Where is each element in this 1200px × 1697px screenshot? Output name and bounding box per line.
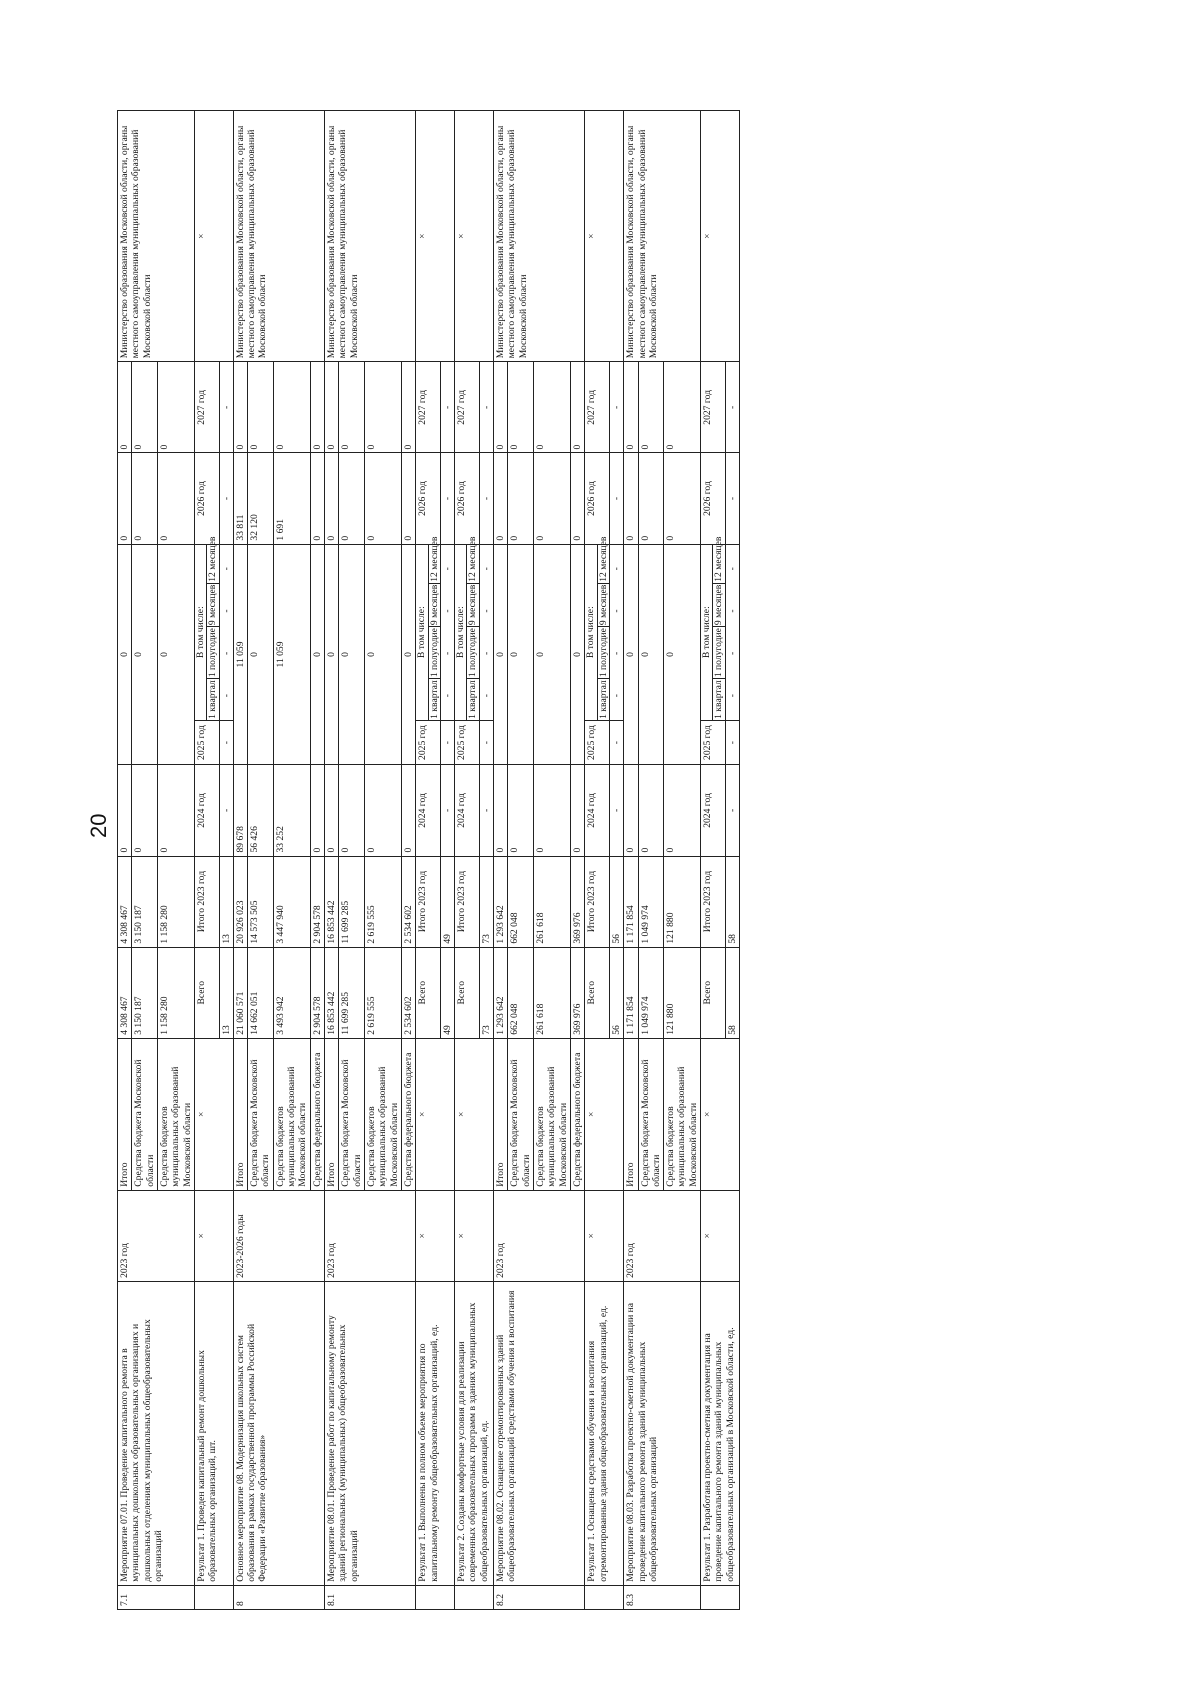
value-2025: 0 xyxy=(132,544,158,765)
financing-row xyxy=(624,111,638,1610)
value-2027: 0 xyxy=(248,362,274,453)
row-number: 8.1 xyxy=(325,1585,416,1609)
responsible-executor: × xyxy=(585,111,624,362)
rotated-table-wrapper xyxy=(117,110,1117,1610)
funding-source: Итого xyxy=(624,1038,638,1190)
value-2023: 2 534 602 xyxy=(401,856,415,947)
value-total: 1 171 854 xyxy=(624,947,638,1038)
header-2025: 2025 год xyxy=(455,720,480,765)
value-2026: 32 120 xyxy=(248,453,274,544)
q1-label: 1 квартал xyxy=(713,680,725,719)
activity-name: Мероприятие 07.01. Проведение капитального ремонта в муниципальных дошкольных образовательных организациях и дошкольных отделениях муниципальных общеобразовательных организаций xyxy=(118,1281,195,1585)
result-2023: 73 xyxy=(479,856,493,947)
value-2025: 0 xyxy=(325,544,339,765)
responsible-executor: × xyxy=(701,111,740,362)
quarters-title: В том числе: xyxy=(195,545,207,720)
value-2023: 662 048 xyxy=(508,856,534,947)
period-cell: × xyxy=(455,1190,494,1281)
q2-label: 1 полугодие xyxy=(597,628,609,678)
header-total: Всего xyxy=(194,947,219,1038)
result-2023: 58 xyxy=(725,856,739,947)
value-2023: 11 699 285 xyxy=(339,856,365,947)
value-2025: 0 xyxy=(570,544,584,765)
value-2025: 0 xyxy=(364,544,401,765)
result-2025: - xyxy=(609,720,623,765)
q2-label: 1 полугодие xyxy=(467,628,479,678)
header-quarters xyxy=(455,536,480,720)
value-2027: 0 xyxy=(132,362,158,453)
quarters-title: В том числе: xyxy=(416,545,428,720)
header-quarters xyxy=(416,536,441,720)
period-cell: 2023 год xyxy=(325,1190,416,1281)
header-total: Всего xyxy=(701,947,726,1038)
value-2027: 0 xyxy=(664,362,701,453)
header-2027: 2027 год xyxy=(194,362,219,453)
funding-source: Средства бюджета Московской области xyxy=(638,1038,664,1190)
result-header-row xyxy=(194,111,219,1610)
result-2027: - xyxy=(219,362,233,453)
value-2027: 0 xyxy=(157,362,194,453)
value-2027: 0 xyxy=(638,362,664,453)
result-total: 13 xyxy=(219,947,233,1038)
value-2024: 0 xyxy=(118,765,132,856)
quarters-title: В том числе: xyxy=(701,545,713,720)
q4-label: 12 месяцев xyxy=(207,536,219,582)
funding-source: × xyxy=(194,1038,233,1190)
row-number: 8 xyxy=(233,1585,324,1609)
value-2027: 0 xyxy=(233,362,247,453)
funding-source: × xyxy=(416,1038,455,1190)
header-2024: 2024 год xyxy=(455,765,480,856)
value-2024: 0 xyxy=(508,765,534,856)
funding-source: × xyxy=(701,1038,740,1190)
result-q3: - xyxy=(610,609,622,613)
responsible-executor: Министерство образования Московской области, органы местного самоуправления муниципальных образований Московской области xyxy=(118,111,195,362)
value-2026: 0 xyxy=(339,453,365,544)
result-2026: - xyxy=(725,453,739,544)
q1-label: 1 квартал xyxy=(597,680,609,719)
value-2024: 0 xyxy=(624,765,638,856)
q2-label: 1 полугодие xyxy=(207,628,219,678)
header-2027: 2027 год xyxy=(585,362,610,453)
value-2024: 0 xyxy=(494,765,508,856)
value-2026: 0 xyxy=(364,453,401,544)
value-total: 121 880 xyxy=(664,947,701,1038)
result-2026: - xyxy=(479,453,493,544)
value-2025: 0 xyxy=(638,544,664,765)
value-2024: 0 xyxy=(132,765,158,856)
result-q4: - xyxy=(220,567,232,571)
value-2023: 1 049 974 xyxy=(638,856,664,947)
value-2025: 0 xyxy=(339,544,365,765)
header-2023: Итого 2023 год xyxy=(416,856,441,947)
value-2027: 0 xyxy=(310,362,324,453)
value-2023: 369 976 xyxy=(570,856,584,947)
value-2025: 0 xyxy=(534,544,571,765)
activity-name: Мероприятие 08.03. Разработка проектно-сметной документации на проведение капитального ремонта зданий муниципальных общеобразовательных организаций xyxy=(624,1281,701,1585)
funding-source: × xyxy=(585,1038,624,1190)
value-2027: 0 xyxy=(534,362,571,453)
value-total: 2 619 555 xyxy=(364,947,401,1038)
result-name: Результат 2. Созданы комфортные условия для реализации современных образовательных программ в зданиях муниципальных общеобразовательных организаций, ед. xyxy=(455,1281,494,1585)
q1-label: 1 квартал xyxy=(207,680,219,719)
value-total: 11 699 285 xyxy=(339,947,365,1038)
header-2024: 2024 год xyxy=(416,765,441,856)
result-q4: - xyxy=(726,567,738,571)
value-2027: 0 xyxy=(273,362,310,453)
result-2024: - xyxy=(219,765,233,856)
responsible-executor: × xyxy=(416,111,455,362)
result-2023: 49 xyxy=(440,856,454,947)
value-2025: 11 059 xyxy=(273,544,310,765)
header-2025: 2025 год xyxy=(585,720,610,765)
result-name: Результат 1. Выполнены в полном объеме мероприятия по капитальному ремонту общеобразовательных организаций, ед. xyxy=(416,1281,455,1585)
value-total: 3 150 187 xyxy=(132,947,158,1038)
value-2025: 0 xyxy=(624,544,638,765)
header-2026: 2026 год xyxy=(194,453,219,544)
result-quarters xyxy=(725,544,739,720)
value-2026: 1 691 xyxy=(273,453,310,544)
result-2027: - xyxy=(609,362,623,453)
q2-label: 1 полугодие xyxy=(428,628,440,678)
value-2024: 0 xyxy=(570,765,584,856)
funding-source: × xyxy=(455,1038,494,1190)
period-cell: 2023-2026 годы xyxy=(233,1190,324,1281)
value-2027: 0 xyxy=(570,362,584,453)
header-2023: Итого 2023 год xyxy=(701,856,726,947)
value-2027: 0 xyxy=(624,362,638,453)
value-2024: 0 xyxy=(401,765,415,856)
q4-label: 12 месяцев xyxy=(467,536,479,582)
result-header-row xyxy=(585,111,610,1610)
value-2026: 0 xyxy=(325,453,339,544)
value-2023: 1 293 642 xyxy=(494,856,508,947)
value-2025: 0 xyxy=(157,544,194,765)
result-q2: - xyxy=(441,651,453,655)
value-2027: 0 xyxy=(494,362,508,453)
header-total: Всего xyxy=(416,947,441,1038)
value-2026: 0 xyxy=(624,453,638,544)
q3-label: 9 месяцев xyxy=(207,584,219,626)
funding-source: Итого xyxy=(494,1038,508,1190)
funding-source: Средства бюджетов муниципальных образований Московской области xyxy=(273,1038,310,1190)
result-q4: - xyxy=(441,567,453,571)
value-2027: 0 xyxy=(118,362,132,453)
value-total: 4 308 467 xyxy=(118,947,132,1038)
activity-name: Основное мероприятие 08. Модернизация школьных систем образования в рамках государственной программы Российской Федерации «Развитие образования» xyxy=(233,1281,324,1585)
result-q2: - xyxy=(480,651,492,655)
q4-label: 12 месяцев xyxy=(428,536,440,582)
value-2026: 0 xyxy=(118,453,132,544)
q2-label: 1 полугодие xyxy=(713,628,725,678)
financing-row xyxy=(325,111,339,1610)
value-total: 1 049 974 xyxy=(638,947,664,1038)
result-q2: - xyxy=(726,651,738,655)
funding-source: Средства бюджета Московской области xyxy=(508,1038,534,1190)
value-2023: 4 308 467 xyxy=(118,856,132,947)
funding-source: Итого xyxy=(325,1038,339,1190)
header-2023: Итого 2023 год xyxy=(455,856,480,947)
header-2025: 2025 год xyxy=(701,720,726,765)
header-2023: Итого 2023 год xyxy=(194,856,219,947)
q4-label: 12 месяцев xyxy=(713,536,725,582)
page-number: 20 xyxy=(86,813,111,838)
row-number: 8.2 xyxy=(494,1585,585,1609)
header-quarters xyxy=(701,536,726,720)
value-2024: 0 xyxy=(157,765,194,856)
period-cell: × xyxy=(194,1190,233,1281)
value-2023: 16 853 442 xyxy=(325,856,339,947)
quarters-title: В том числе: xyxy=(585,545,597,720)
result-header-row xyxy=(455,111,480,1610)
q1-label: 1 квартал xyxy=(428,680,440,719)
period-cell: 2023 год xyxy=(118,1190,195,1281)
value-total: 662 048 xyxy=(508,947,534,1038)
funding-source: Средства бюджетов муниципальных образований Московской области xyxy=(664,1038,701,1190)
value-total: 16 853 442 xyxy=(325,947,339,1038)
result-2024: - xyxy=(725,765,739,856)
result-2023: 56 xyxy=(609,856,623,947)
responsible-executor: Министерство образования Московской области, органы местного самоуправления муниципальных образований Московской области xyxy=(494,111,585,362)
header-quarters xyxy=(194,536,219,720)
result-2025: - xyxy=(440,720,454,765)
financing-row xyxy=(494,111,508,1610)
value-2027: 0 xyxy=(401,362,415,453)
result-2026: - xyxy=(609,453,623,544)
responsible-executor: × xyxy=(194,111,233,362)
result-2025: - xyxy=(725,720,739,765)
result-quarters xyxy=(609,544,623,720)
result-q1: - xyxy=(441,694,453,698)
value-2024: 89 678 xyxy=(233,765,247,856)
result-q3: - xyxy=(441,609,453,613)
funding-source: Средства бюджетов муниципальных образований Московской области xyxy=(534,1038,571,1190)
q1-label: 1 квартал xyxy=(467,680,479,719)
value-2026: 0 xyxy=(570,453,584,544)
result-quarters xyxy=(219,544,233,720)
value-2024: 0 xyxy=(339,765,365,856)
period-cell: × xyxy=(701,1190,740,1281)
result-2024: - xyxy=(440,765,454,856)
value-2025: 0 xyxy=(118,544,132,765)
value-2023: 1 171 854 xyxy=(624,856,638,947)
result-2026: - xyxy=(440,453,454,544)
period-cell: 2023 год xyxy=(494,1190,585,1281)
value-2025: 0 xyxy=(664,544,701,765)
value-total: 1 293 642 xyxy=(494,947,508,1038)
header-2023: Итого 2023 год xyxy=(585,856,610,947)
result-header-row xyxy=(416,111,441,1610)
value-2024: 0 xyxy=(364,765,401,856)
period-cell: 2023 год xyxy=(624,1190,701,1281)
value-2023: 20 926 023 xyxy=(233,856,247,947)
header-2025: 2025 год xyxy=(416,720,441,765)
value-2026: 0 xyxy=(401,453,415,544)
value-2027: 0 xyxy=(325,362,339,453)
funding-source: Средства бюджетов муниципальных образований Московской области xyxy=(157,1038,194,1190)
result-total: 56 xyxy=(609,947,623,1038)
value-2024: 0 xyxy=(325,765,339,856)
result-name: Результат 1. Разработана проектно-сметная документация на проведение капитального ремонта зданий муниципальных общеобразовательных организаций в Московской области, ед. xyxy=(701,1281,740,1585)
responsible-executor: Министерство образования Московской области, органы местного самоуправления муниципальных образований Московской области xyxy=(233,111,324,362)
value-total: 2 904 578 xyxy=(310,947,324,1038)
value-2023: 121 880 xyxy=(664,856,701,947)
value-2027: 0 xyxy=(508,362,534,453)
row-number xyxy=(416,1585,455,1609)
result-total: 73 xyxy=(479,947,493,1038)
value-2025: 0 xyxy=(248,544,274,765)
result-header-row xyxy=(701,111,726,1610)
row-number xyxy=(455,1585,494,1609)
result-q2: - xyxy=(610,651,622,655)
result-q1: - xyxy=(220,694,232,698)
header-2026: 2026 год xyxy=(416,453,441,544)
result-q1: - xyxy=(726,694,738,698)
value-2023: 1 158 280 xyxy=(157,856,194,947)
header-2026: 2026 год xyxy=(455,453,480,544)
financing-row xyxy=(233,111,247,1610)
result-2023: 13 xyxy=(219,856,233,947)
header-2027: 2027 год xyxy=(455,362,480,453)
period-cell: × xyxy=(416,1190,455,1281)
header-2027: 2027 год xyxy=(701,362,726,453)
value-2026: 33 811 xyxy=(233,453,247,544)
value-2024: 0 xyxy=(534,765,571,856)
funding-source: Средства федерального бюджета xyxy=(310,1038,324,1190)
result-name: Результат 1. Оснащены средствами обучения и воспитания отремонтированные здания общеобразовательных организаций, ед. xyxy=(585,1281,624,1585)
value-2024: 0 xyxy=(638,765,664,856)
result-quarters xyxy=(479,544,493,720)
responsible-executor: Министерство образования Московской области, органы местного самоуправления муниципальных образований Московской области xyxy=(325,111,416,362)
q4-label: 12 месяцев xyxy=(597,536,609,582)
result-name: Результат 1. Проведен капитальный ремонт дошкольных образовательных организаций, шт. xyxy=(194,1281,233,1585)
funding-source: Средства бюджета Московской области xyxy=(339,1038,365,1190)
result-q4: - xyxy=(480,567,492,571)
header-2025: 2025 год xyxy=(194,720,219,765)
result-q3: - xyxy=(726,609,738,613)
result-2024: - xyxy=(609,765,623,856)
value-2023: 3 150 187 xyxy=(132,856,158,947)
funding-source: Итого xyxy=(118,1038,132,1190)
result-total: 58 xyxy=(725,947,739,1038)
value-total: 14 662 051 xyxy=(248,947,274,1038)
responsible-executor: Министерство образования Московской области, органы местного самоуправления муниципальных образований Московской области xyxy=(624,111,701,362)
funding-source: Средства бюджета Московской области xyxy=(132,1038,158,1190)
result-2025: - xyxy=(219,720,233,765)
value-2026: 0 xyxy=(638,453,664,544)
value-2025: 0 xyxy=(310,544,324,765)
result-total: 49 xyxy=(440,947,454,1038)
q3-label: 9 месяцев xyxy=(597,584,609,626)
header-2026: 2026 год xyxy=(585,453,610,544)
funding-source: Средства бюджетов муниципальных образований Московской области xyxy=(364,1038,401,1190)
value-2025: 0 xyxy=(508,544,534,765)
result-q3: - xyxy=(480,609,492,613)
value-2023: 14 573 505 xyxy=(248,856,274,947)
row-number xyxy=(194,1585,233,1609)
result-2025: - xyxy=(479,720,493,765)
result-2027: - xyxy=(440,362,454,453)
result-q1: - xyxy=(610,694,622,698)
quarters-title: В том числе: xyxy=(455,545,467,720)
q3-label: 9 месяцев xyxy=(428,584,440,626)
header-2024: 2024 год xyxy=(701,765,726,856)
value-2023: 261 618 xyxy=(534,856,571,947)
value-2024: 0 xyxy=(664,765,701,856)
activity-name: Мероприятие 08.01. Проведение работ по капитальному ремонту зданий региональных (муниципальных) общеобразовательных организаций xyxy=(325,1281,416,1585)
header-2026: 2026 год xyxy=(701,453,726,544)
header-quarters xyxy=(585,536,610,720)
result-2027: - xyxy=(725,362,739,453)
value-total: 21 060 571 xyxy=(233,947,247,1038)
row-number xyxy=(701,1585,740,1609)
funding-source: Средства бюджета Московской области xyxy=(248,1038,274,1190)
value-2026: 0 xyxy=(534,453,571,544)
result-q1: - xyxy=(480,694,492,698)
result-2026: - xyxy=(219,453,233,544)
value-2023: 3 447 940 xyxy=(273,856,310,947)
value-2026: 0 xyxy=(157,453,194,544)
header-total: Всего xyxy=(585,947,610,1038)
funding-source: Средства федерального бюджета xyxy=(401,1038,415,1190)
value-2026: 0 xyxy=(310,453,324,544)
value-2023: 2 619 555 xyxy=(364,856,401,947)
value-total: 261 618 xyxy=(534,947,571,1038)
value-total: 1 158 280 xyxy=(157,947,194,1038)
value-total: 2 534 602 xyxy=(401,947,415,1038)
result-2024: - xyxy=(479,765,493,856)
value-2024: 56 426 xyxy=(248,765,274,856)
value-2025: 0 xyxy=(494,544,508,765)
value-total: 3 493 942 xyxy=(273,947,310,1038)
value-2027: 0 xyxy=(364,362,401,453)
result-q3: - xyxy=(220,609,232,613)
result-q2: - xyxy=(220,651,232,655)
value-2026: 0 xyxy=(664,453,701,544)
result-2027: - xyxy=(479,362,493,453)
responsible-executor: × xyxy=(455,111,494,362)
program-activities-table xyxy=(117,110,740,1610)
result-q4: - xyxy=(610,567,622,571)
value-2024: 33 252 xyxy=(273,765,310,856)
value-2026: 0 xyxy=(508,453,534,544)
q3-label: 9 месяцев xyxy=(713,584,725,626)
value-2024: 0 xyxy=(310,765,324,856)
row-number: 7.1 xyxy=(118,1585,195,1609)
funding-source: Итого xyxy=(233,1038,247,1190)
financing-row xyxy=(118,111,132,1610)
row-number xyxy=(585,1585,624,1609)
value-2025: 11 059 xyxy=(233,544,247,765)
value-2025: 0 xyxy=(401,544,415,765)
result-quarters xyxy=(440,544,454,720)
funding-source: Средства федерального бюджета xyxy=(570,1038,584,1190)
header-total: Всего xyxy=(455,947,480,1038)
value-total: 369 976 xyxy=(570,947,584,1038)
period-cell: × xyxy=(585,1190,624,1281)
q3-label: 9 месяцев xyxy=(467,584,479,626)
header-2027: 2027 год xyxy=(416,362,441,453)
value-2023: 2 904 578 xyxy=(310,856,324,947)
header-2024: 2024 год xyxy=(194,765,219,856)
header-2024: 2024 год xyxy=(585,765,610,856)
value-2026: 0 xyxy=(132,453,158,544)
value-2026: 0 xyxy=(494,453,508,544)
value-2027: 0 xyxy=(339,362,365,453)
activity-name: Мероприятие 08.02. Оснащение отремонтированных зданий общеобразовательных организаций средствами обучения и воспитания xyxy=(494,1281,585,1585)
row-number: 8.3 xyxy=(624,1585,701,1609)
